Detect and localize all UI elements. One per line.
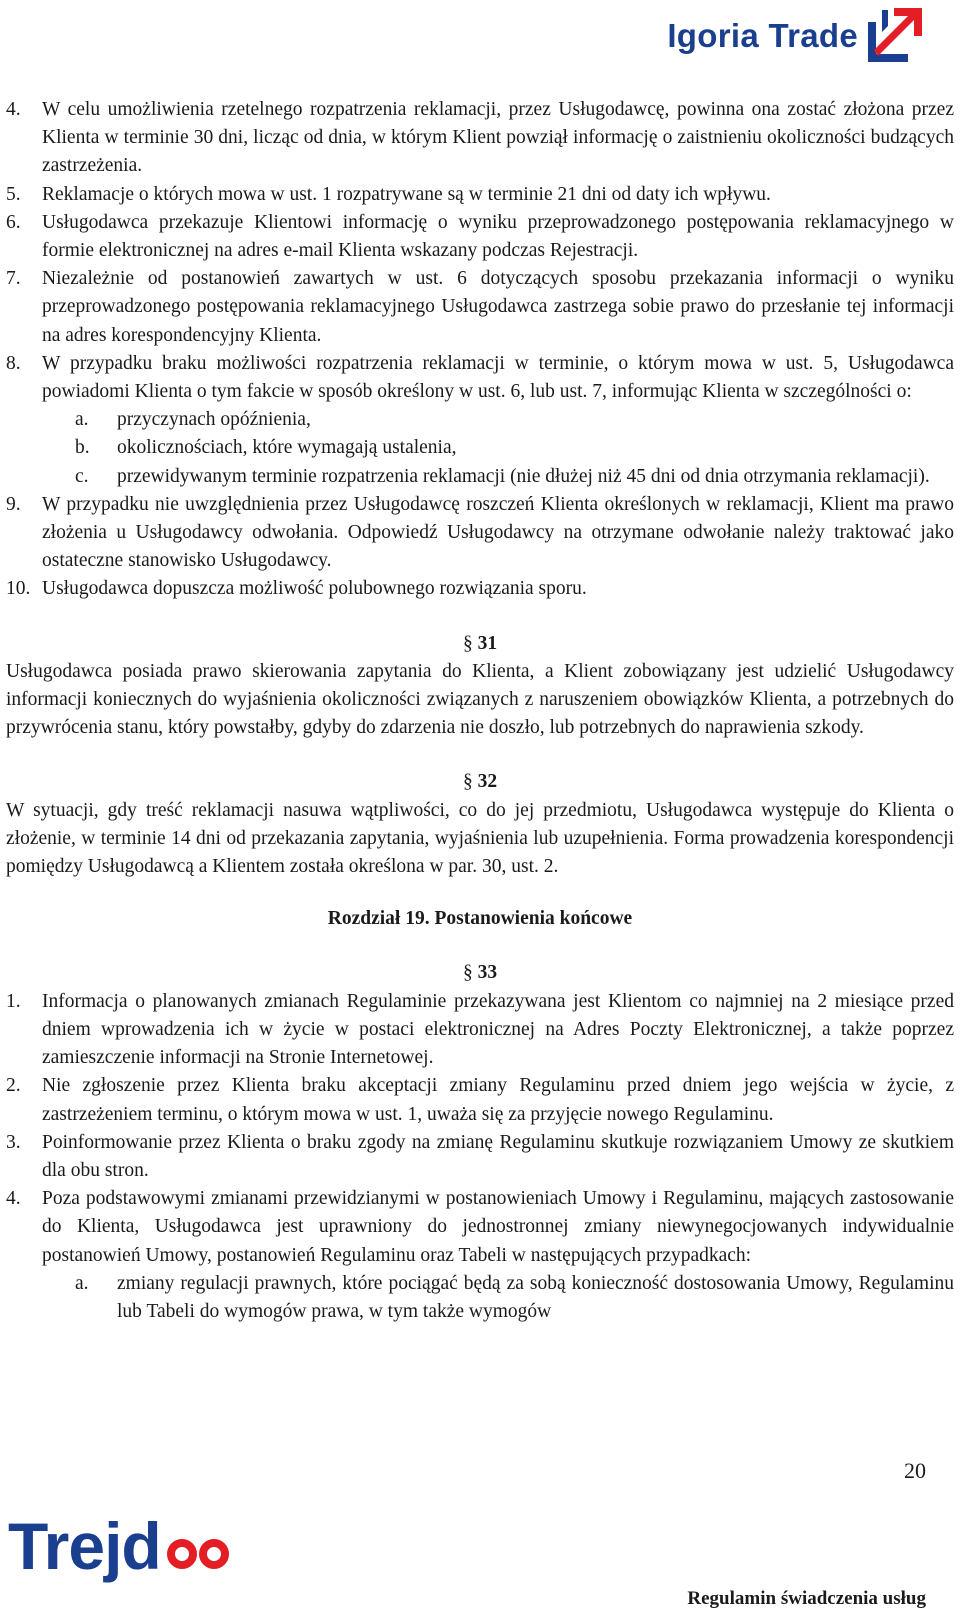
section-sign: § [462,632,473,654]
section-heading-32 [6,768,954,796]
chapter-heading: Rozdział 19. Postanowienia końcowe [327,908,633,930]
trejdoo-wordmark: Trejd [8,1509,161,1583]
footer-document-title: Regulamin świadczenia usług [687,1588,926,1609]
section-heading-33 [6,959,954,987]
list-item: 3. Poinformowanie przez Klienta o braku zgody na zmianę Regulaminu skutkuje rozwiązaniem Umowy ze skutkiem dla obu stron. [6,1131,954,1181]
igoria-trade-wordmark: Igoria Trade [667,17,858,54]
section-32-text: W sytuacji, gdy treść reklamacji nasuwa wątpliwości, co do jej przedmiotu, Usługodawca występuje do Klienta o złożenie, w terminie 14 dni od przekazania zapytania, wyjaśnienia lub uzupełnienia. Forma prowadzenia korespondencji pomiędzy Usługodawcą a Klientem została określona w par. 30, ust. 2. [6,799,954,878]
list-item: 10. Usługodawca dopuszcza możliwość polubownego rozwiązania sporu. [6,578,587,600]
list-item: 5. Reklamacje o których mowa w ust. 1 rozpatrywane są w terminie 21 dni od daty ich wpływu. [6,183,771,205]
section-number: 33 [477,962,498,984]
sub-list-item: c. przewidywanym terminie rozpatrzenia reklamacji (nie dłużej niż 45 dni od dnia otrzymania reklamacji). [75,465,930,487]
list-item: 8. W przypadku braku możliwości rozpatrzenia reklamacji w terminie, o którym mowa w ust. 5, Usługodawca powiadomi Klienta o tym fakcie w sposób określony w ust. 6, lub ust. 7, informując Klienta w szczególności o: [6,352,954,403]
list-item: 1. Informacja o planowanych zmianach Regulaminie przekazywana jest Klientom co najmniej na 2 miesiące przed dniem wprowadzenia ich w życie w postaci elektronicznej na Adres Poczty Elektronicznej, a także poprzez zamieszczenie informacji na Stronie Internetowej. [6,990,954,1069]
list-item: 4. W celu umożliwienia rzetelnego rozpatrzenia reklamacji, przez Usługodawcę, powinna ona zostać złożona przez Klienta w terminie 30 dni, licząc od dnia, w którym Klient powziął informację o zaistnieniu okoliczności budzących zastrzeżenia. [6,99,954,177]
ring-icon [167,1539,197,1569]
list-item: 6. Usługodawca przekazuje Klientowi informację o wyniku przeprowadzonego postępowania reklamacyjnego w formie elektronicznej na adres e-mail Klienta wskazany podczas Rejestracji. [6,211,954,262]
sub-list-item: a. zmiany regulacji prawnych, które pociągać będą za sobą konieczność dostosowania Umowy, Regulaminu lub Tabeli do wymogów prawa, w tym także wymogów [75,1272,954,1322]
section-number: 31 [477,632,498,654]
section-heading-31 [6,630,954,658]
trejdoo-rings-icon [165,1539,229,1569]
list-item: 2. Nie zgłoszenie przez Klienta braku akceptacji zmiany Regulaminu przed dniem jego wejścia w życie, z zastrzeżeniem terminu, o którym mowa w ust. 1, uważa się za przyjęcie nowego Regulaminu. [6,1075,954,1125]
section-number: 32 [477,771,498,793]
section-31-text: Usługodawca posiada prawo skierowania zapytania do Klienta, a Klient zobowiązany jest udzielić Usługodawcy informacji koniecznych do wyjaśnienia okoliczności związanych z naruszeniem obowiązków Klienta, a potrzebnych do przywrócenia stanu, który powstałby, gdyby do zdarzenia nie doszło, lub potrzebnych do naprawienia szkody. [6,660,954,739]
trejdoo-logo [8,1509,229,1583]
list-item: 7. Niezależnie od postanowień zawartych w ust. 6 dotyczących sposobu przekazania informacji o wyniku przeprowadzonego postępowania reklamacyjnego Usługodawca zastrzega sobie prawo do przesłanie tej informacji na adres korespondencyjny Klienta. [6,268,954,346]
igoria-trade-mark-icon [864,6,924,66]
document-body [6,96,954,1326]
sub-list-item: b. okolicznościach, które wymagają ustalenia, [75,437,457,459]
list-item: 4. Poza podstawowymi zmianami przewidzianymi w postanowieniach Umowy i Regulaminu, mających zastosowanie do Klienta, Usługodawca jest uprawniony do jednostronnej zmiany niewynegocjowanych indywidualnie postanowień Umowy, postanowień Regulaminu oraz Tabeli w następujących przypadkach: [6,1188,954,1266]
page-number: 20 [904,1458,926,1483]
sub-list-item: a. przyczynach opóźnienia, [75,409,311,431]
ring-icon [199,1539,229,1569]
section-sign: § [462,771,473,793]
list-item: 9. W przypadku nie uwzględnienia przez Usługodawcę roszczeń Klienta określonych w reklamacji, Klient ma prawo złożenia u Usługodawcy odwołania. Odpowiedź Usługodawcy na otrzymane odwołanie należy traktować jako ostateczne stanowisko Usługodawcy. [6,493,954,572]
section-sign: § [462,962,473,984]
igoria-trade-logo [667,6,924,66]
